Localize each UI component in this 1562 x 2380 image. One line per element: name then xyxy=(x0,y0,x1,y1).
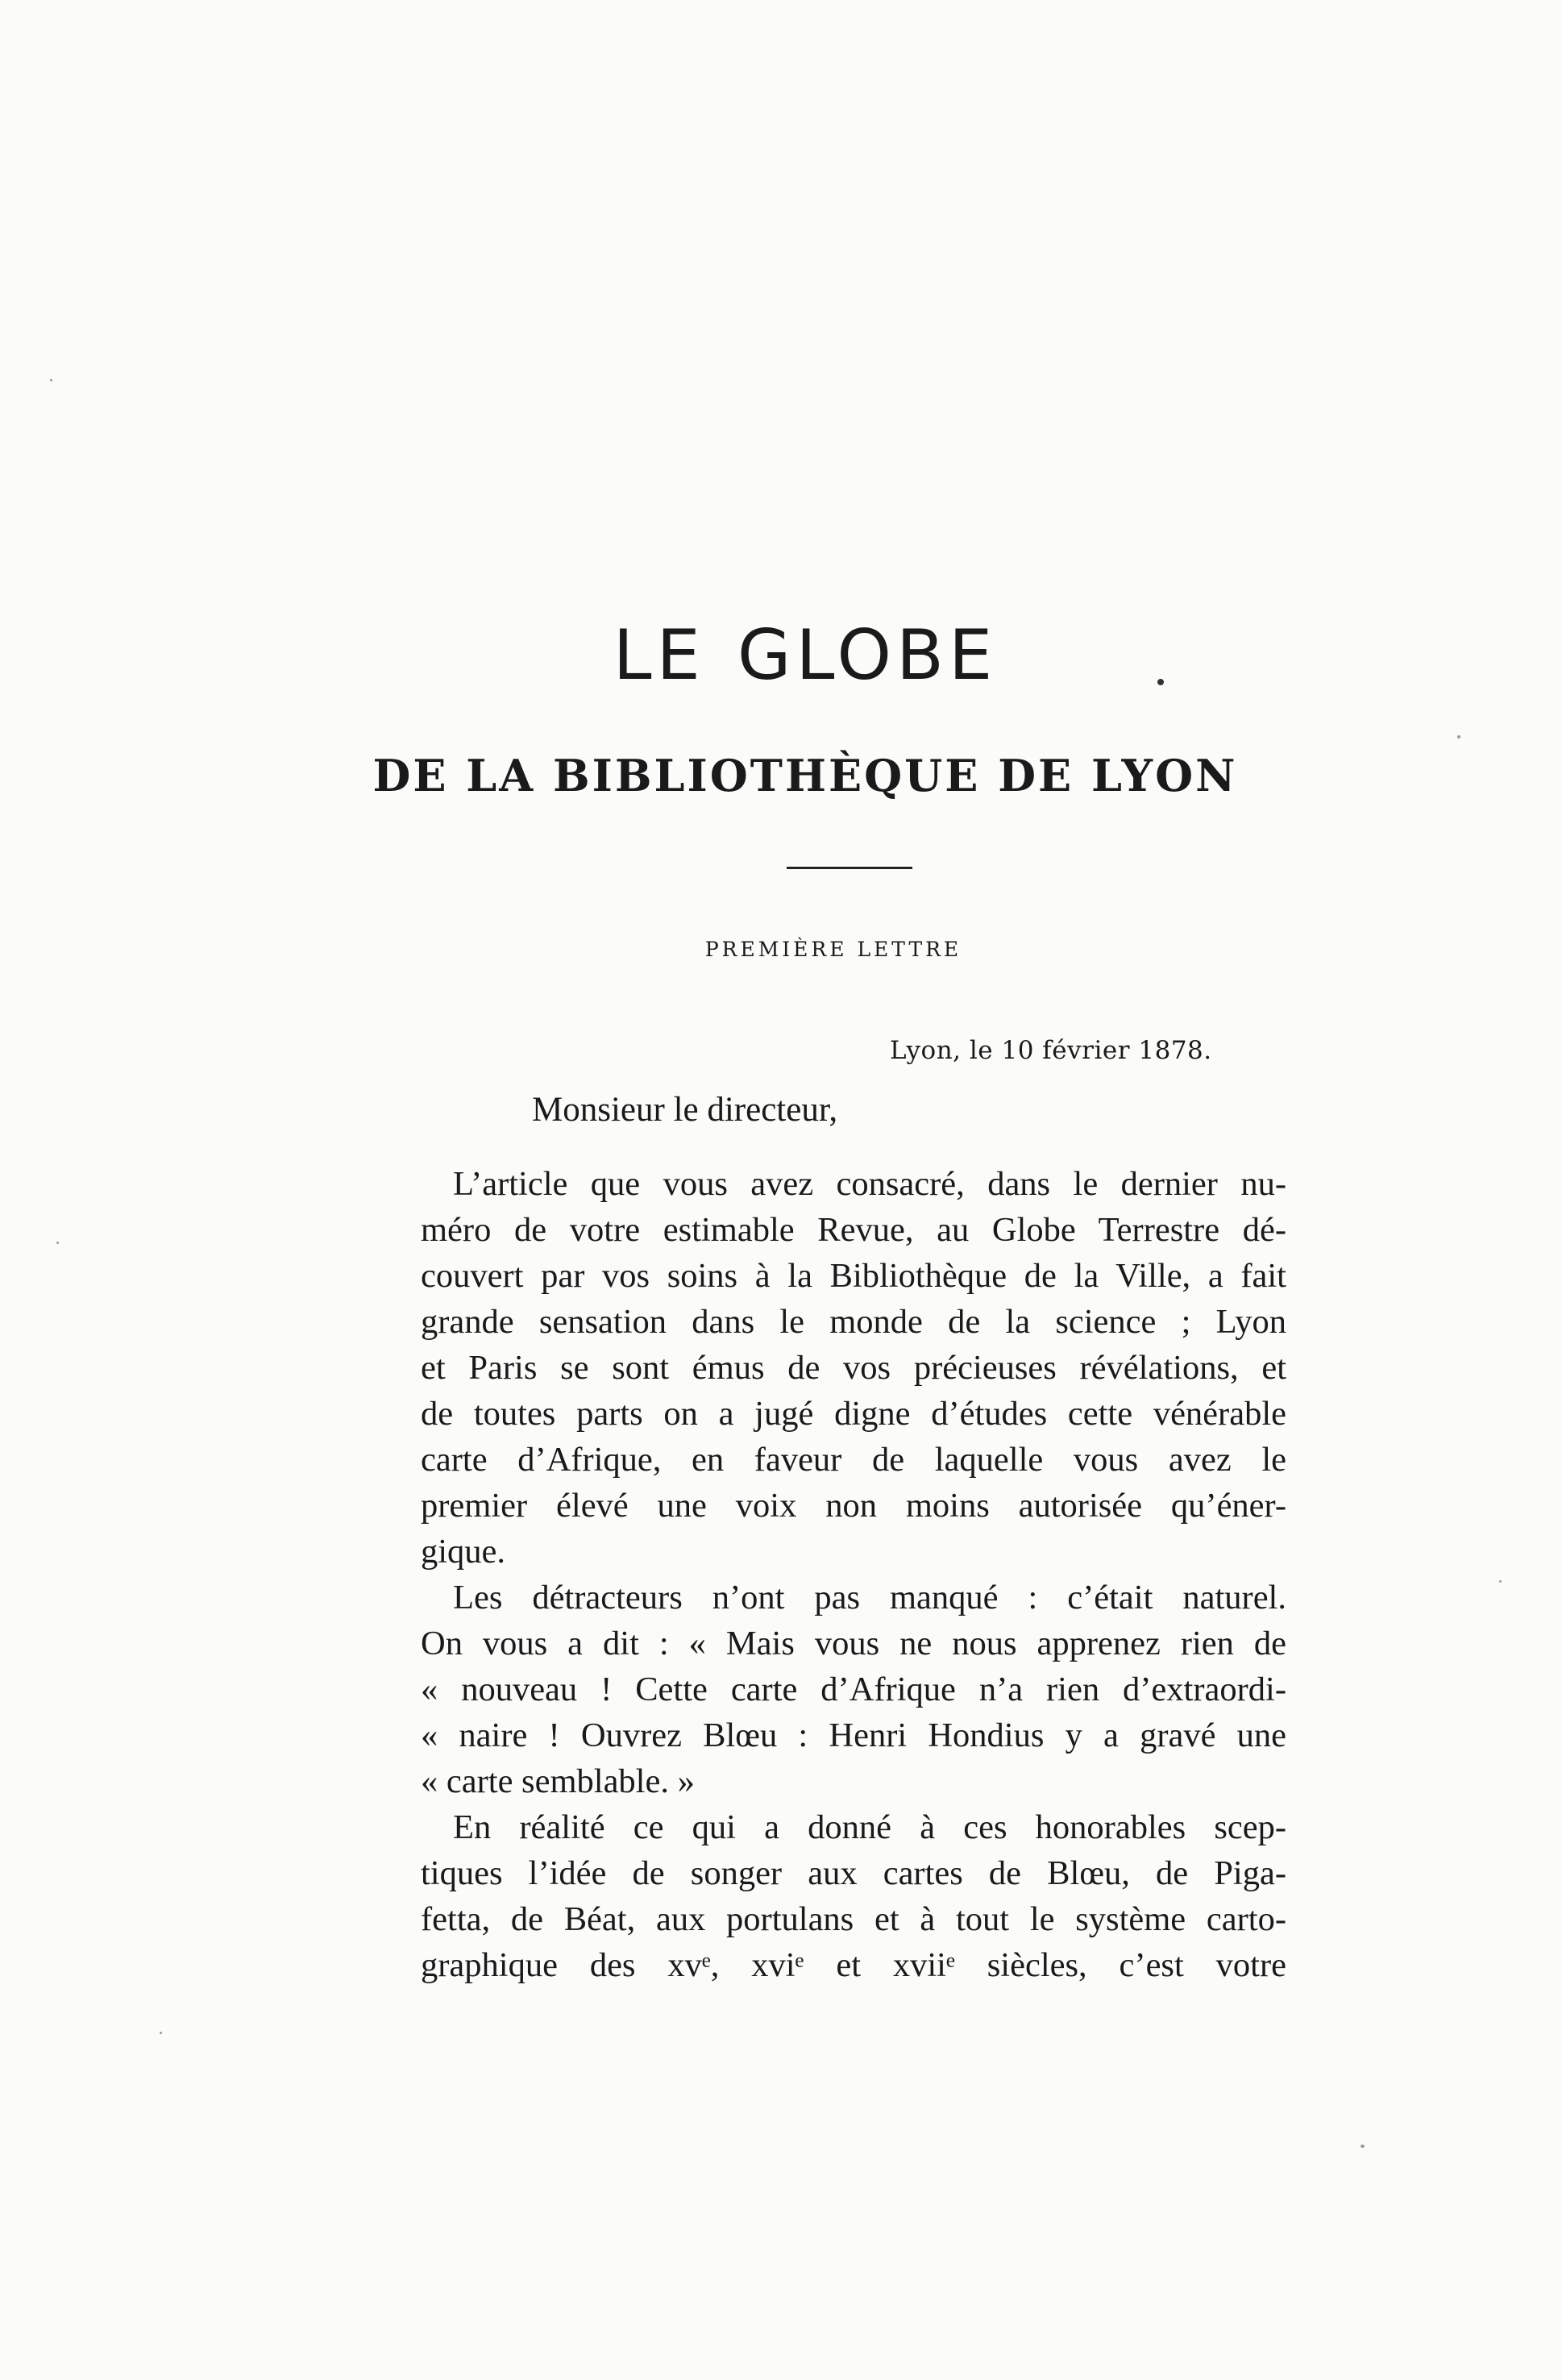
body-line: « carte semblable. » xyxy=(421,1762,695,1800)
title-dot-mark xyxy=(1157,679,1164,685)
paper-speck xyxy=(56,1242,59,1244)
body-line: grande sensation dans le monde de la science ; Lyon xyxy=(421,1303,1286,1341)
body-line: couvert par vos soins à la Bibliothèque de la Ville, a fait xyxy=(421,1257,1286,1295)
paper-speck xyxy=(1499,1580,1502,1583)
body-line: Les détracteurs n’ont pas manqué : c’était naturel. xyxy=(453,1579,1286,1616)
dateline: Lyon, le 10 février 1878. xyxy=(890,1036,1212,1065)
title-rule-divider xyxy=(787,867,912,869)
main-title xyxy=(0,615,1562,696)
paper-speck xyxy=(160,2032,162,2034)
letter-heading: PREMIÈRE LETTRE xyxy=(704,938,962,961)
body-line: méro de votre estimable Revue, au Globe Terrestre dé- xyxy=(421,1211,1286,1249)
body-line: En réalité ce qui a donné à ces honorables scep- xyxy=(453,1808,1286,1846)
paper-speck xyxy=(50,379,52,381)
subtitle: DE LA BIBLIOTHÈQUE DE LYON xyxy=(372,750,1238,801)
body-line: L’article que vous avez consacré, dans le dernier nu- xyxy=(453,1165,1286,1203)
body-line: et Paris se sont émus de vos précieuses révélations, et xyxy=(421,1349,1286,1387)
body-line: « nouveau ! Cette carte d’Afrique n’a rien d’extraordi- xyxy=(421,1671,1286,1708)
title-word-le: LE xyxy=(613,615,705,696)
paper-speck xyxy=(1457,735,1460,739)
body-line: On vous a dit : « Mais vous ne nous apprenez rien de xyxy=(421,1625,1286,1662)
body-line: carte d’Afrique, en faveur de laquelle vous avez le xyxy=(421,1441,1286,1479)
body-line: de toutes parts on a jugé digne d’études cette vénérable xyxy=(421,1395,1286,1433)
letter-body xyxy=(421,1161,1286,1988)
salutation: Monsieur le directeur, xyxy=(532,1091,838,1129)
body-line: premier élevé une voix non moins autorisée qu’éner- xyxy=(421,1487,1286,1525)
body-line: tiques l’idée de songer aux cartes de Blœu, de Piga- xyxy=(421,1854,1286,1892)
body-line: graphique des xvᵉ, xviᵉ et xviiᵉ siècles, c’est votre xyxy=(421,1946,1286,1984)
body-line: fetta, de Béat, aux portulans et à tout le système carto- xyxy=(421,1900,1286,1938)
paper-speck xyxy=(1361,2145,1365,2148)
body-line: « naire ! Ouvrez Blœu : Henri Hondius y a gravé une xyxy=(421,1716,1286,1754)
title-word-globe: GLOBE xyxy=(737,615,998,696)
body-line: gique. xyxy=(421,1533,506,1571)
